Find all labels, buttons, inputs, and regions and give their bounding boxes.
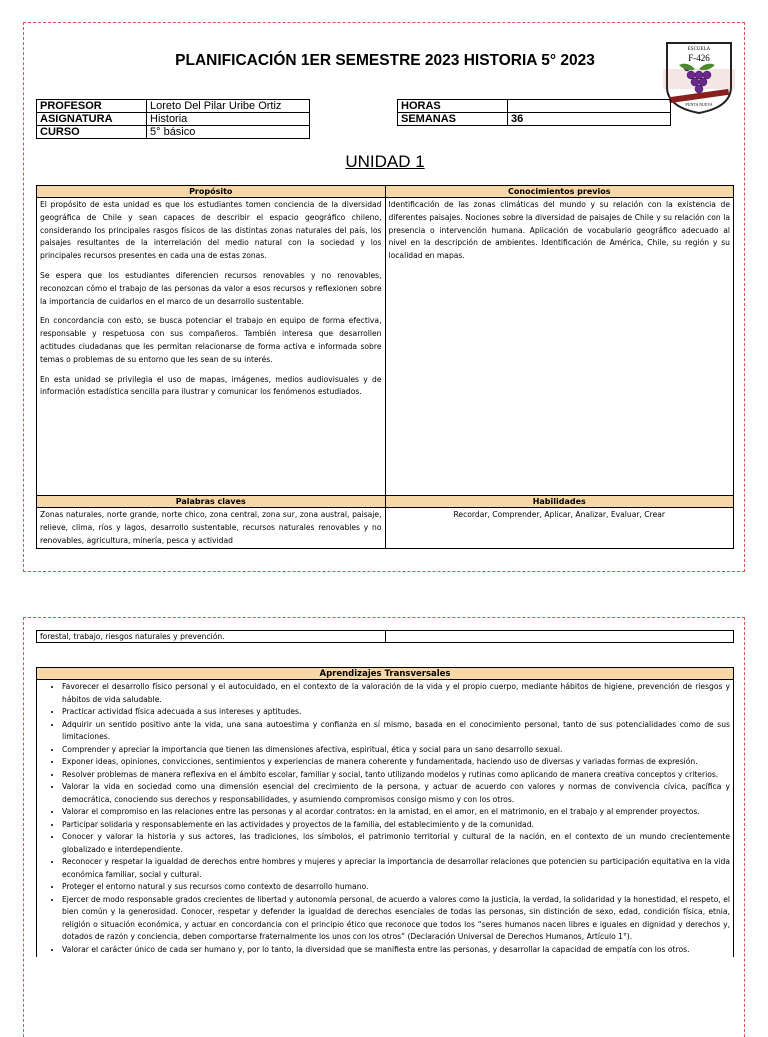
- info-label: CURSO: [37, 126, 147, 139]
- list-item: • Conocer y valorar la historia y sus actores, las tradiciones, los símbolos, el patrimonio territorial y cultural de la nación, en el contexto de un mundo crecientemente globalizado e interdependiente.: [62, 831, 730, 856]
- palabras-continuation-table: [36, 630, 734, 643]
- list-item: • Exponer ideas, opiniones, convicciones, sentimientos y experiencias de manera coherente y fundamentada, haciendo uso de diversas y variadas formas de expresión.: [62, 756, 730, 769]
- unit-title: UNIDAD 1: [345, 152, 425, 171]
- list-item: • Participar solidaria y responsablemente en las actividades y proyectos de la familia, del establecimiento y de la comunidad.: [62, 819, 730, 832]
- list-item: • Comprender y apreciar la importancia que tienen las dimensiones afectiva, espiritual, ética y social para un sano desarrollo sexual.: [62, 744, 730, 757]
- proposito-paragraph: Se espera que los estudiantes diferencien recursos renovables y no renovables, reconozcan cómo el trabajo de las personas da valor a esos recursos y reflexionen sobre la importancia de cuidarlos en el marco de un desarrollo sustentable.: [40, 270, 382, 306]
- habilidades-header: Habilidades: [385, 496, 734, 508]
- info-label: HORAS: [398, 100, 508, 113]
- info-label: SEMANAS: [398, 113, 508, 126]
- info-row-profesor: [37, 100, 310, 113]
- list-item: • Reconocer y respetar la igualdad de derechos entre hombres y mujeres y apreciar la importancia de desarrollar relaciones que potencien su participación equitativa en la vida económica familiar, social y cultural.: [62, 856, 730, 881]
- info-value: Loreto Del Pilar Uribe Ortiz: [147, 100, 310, 113]
- teacher-info-table: [36, 99, 310, 139]
- list-item: • Proteger el entorno natural y sus recursos como contexto de desarrollo humano.: [62, 881, 730, 894]
- list-item: • Valorar el compromiso en las relaciones entre las personas y al acordar contratos: en la amistad, en el amor, en el matrimonio, en el trabajo y al emprender proyectos.: [62, 806, 730, 819]
- habilidades-cell: Recordar, Comprender, Aplicar, Analizar, Evaluar, Crear: [385, 508, 734, 549]
- logo-code: F-426: [688, 53, 710, 63]
- aprendizajes-cell: [37, 680, 734, 958]
- aprendizajes-list: [40, 681, 730, 956]
- info-row-asignatura: [37, 113, 310, 126]
- document-page-1: [23, 22, 745, 572]
- list-item: • Practicar actividad física adecuada a sus intereses y aptitudes.: [62, 706, 730, 719]
- conocimientos-cell: Identificación de las zonas climáticas del mundo y su relación con la existencia de diferentes paisajes. Nociones sobre la diversidad de paisajes de Chile y su relación con la presencia o intervención humana. Aplicación de vocabulario geográfico adecuado al nivel en la descripción de ambientes. Identificación de América, Chile, su región y su localidad en mapas.: [385, 198, 734, 496]
- logo-bottom-text: PUNTA NUEVA: [685, 102, 713, 107]
- list-item: • Resolver problemas de manera reflexiva en el ámbito escolar, familiar y social, tanto utilizando modelos y rutinas como aplicando de manera creativa conceptos y criterios.: [62, 769, 730, 782]
- unit-plan-table: [36, 185, 734, 549]
- proposito-paragraph: En concordancia con esto, se busca potenciar el trabajo en equipo de forma efectiva, responsable y respetuosa con sus compañeros. También interesa que desarrollen actitudes ciudadanas que les permitan relacionarse de forma activa e informada sobre temas o problemas de su entorno que les sean de su interés.: [40, 316, 382, 364]
- info-value: [508, 100, 671, 113]
- list-item: • Valorar el carácter único de cada ser humano y, por lo tanto, la diversidad que se manifiesta entre las personas, y desarrollar la capacidad de empatía con los otros.: [62, 944, 730, 957]
- info-row-curso: [37, 126, 310, 139]
- palabras-cell: Zonas naturales, norte grande, norte chico, zona central, zona sur, zona austral, paisaje, relieve, clima, ríos y lagos, desarrollo sustentable, recursos naturales renovables y no renovables, agricultura, minería, pesca y actividad: [37, 508, 386, 549]
- info-value: 36: [508, 113, 671, 126]
- list-item: • Adquirir un sentido positivo ante la vida, una sana autoestima y confianza en sí mismo, basada en el conocimiento personal, tanto de sus potencialidades como de sus limitaciones.: [62, 719, 730, 744]
- aprendizajes-table: [36, 667, 734, 957]
- list-item: • Ejercer de modo responsable grados crecientes de libertad y autonomía personal, de acuerdo a valores como la justicia, la verdad, la solidaridad y la honestidad, el respeto, el bien común y la generosidad. Conocer, respetar y defender la igualdad de derechos esenciales de todas las personas, sin distinción de sexo, edad, condición física, etnia, religión o situación económica, y actuar en concordancia con el principio ético que reconoce que todos los “seres humanos nacen libres e iguales en dignidad y derechos y, dotados de razón y conciencia, deben comportarse fraternalmente los unos con los otros” (Declaración Universal de Derechos Humanos, Artículo 1°).: [62, 894, 730, 944]
- info-row-horas: [398, 100, 671, 113]
- proposito-header: Propósito: [37, 186, 386, 198]
- page-title: PLANIFICACIÓN 1ER SEMESTRE 2023 HISTORIA 5° 2023: [175, 52, 595, 69]
- info-value: Historia: [147, 113, 310, 126]
- info-label: PROFESOR: [37, 100, 147, 113]
- logo-top-text: ESCUELA: [687, 47, 711, 52]
- palabras-header: Palabras claves: [37, 496, 386, 508]
- schedule-info-table: [397, 99, 671, 126]
- conocimientos-header: Conocimientos previos: [385, 186, 734, 198]
- info-value: 5° básico: [147, 126, 310, 139]
- info-label: ASIGNATURA: [37, 113, 147, 126]
- document-page-2: [23, 617, 745, 1037]
- proposito-paragraph: En esta unidad se privilegia el uso de mapas, imágenes, medios audiovisuales y de información estadística sencilla para ilustrar y comunicar los fenómenos estudiados.: [40, 374, 382, 397]
- list-item: • Favorecer el desarrollo físico personal y el autocuidado, en el contexto de la valoración de la vida y el propio cuerpo, mediante hábitos de higiene, prevención de riesgos y hábitos de vida saludable.: [62, 681, 730, 706]
- proposito-cell: [37, 198, 386, 496]
- school-logo: [661, 39, 737, 115]
- info-row-semanas: [398, 113, 671, 126]
- habilidades-continuation-cell: [385, 631, 734, 643]
- list-item: • Valorar la vida en sociedad como una dimensión esencial del crecimiento de la persona, y actuar de acuerdo con valores y normas de convivencia cívica, pacífica y democrática, conociendo sus derechos y responsabilidades, y asumiendo compromisos consigo mismo y con los otros.: [62, 781, 730, 806]
- aprendizajes-header: Aprendizajes Transversales: [37, 668, 734, 680]
- proposito-paragraph: El propósito de esta unidad es que los estudiantes tomen conciencia de la diversidad geográfica de Chile y sean capaces de describir el espacio geográfico chileno, considerando los principales rasgos físicos de las distintas zonas naturales del país, los paisajes resultantes de la interrelación del medio natural con la sociedad y los principales recursos presentes en cada una de estas zonas.: [40, 200, 382, 261]
- palabras-continuation-cell: forestal, trabajo, riesgos naturales y prevención.: [37, 631, 386, 643]
